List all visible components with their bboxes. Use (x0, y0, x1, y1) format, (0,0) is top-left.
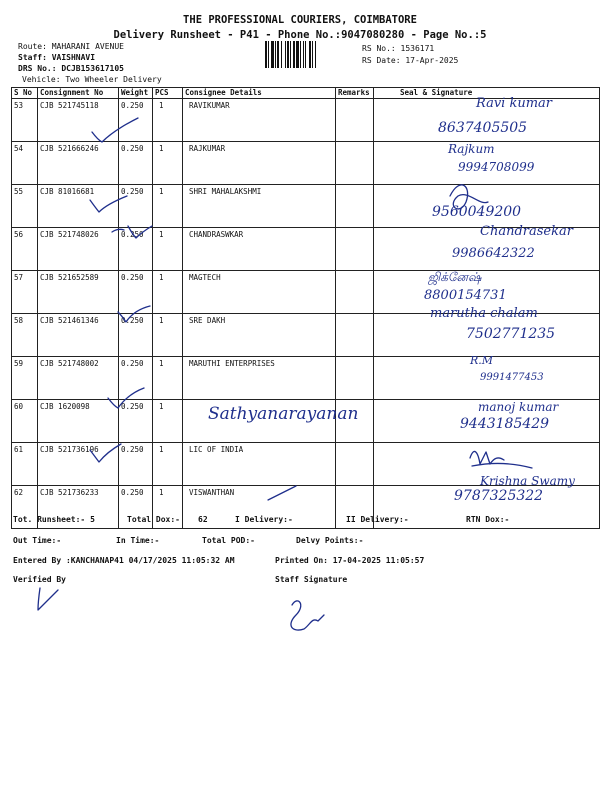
col-pcs: PCS (153, 88, 183, 99)
handwritten-phone: 9991477453 (480, 372, 544, 383)
cell-consignee: LIC OF INDIA (183, 443, 336, 486)
in-time-label: In Time:- (116, 536, 160, 545)
ii-delivery-label: II Delivery:- (346, 515, 409, 524)
cell-consignee: MAGTECH (183, 271, 336, 314)
cell-sno: 57 (12, 271, 38, 314)
route-label: Route: MAHARANI AVENUE (18, 42, 124, 51)
drs-number: DRS No.: DCJB153617105 (18, 64, 124, 73)
handwritten-phone: 9986642322 (452, 246, 535, 261)
company-title: THE PROFESSIONAL COURIERS, COIMBATORE (183, 14, 417, 26)
staff-label: Staff: VAISHNAVI (18, 53, 96, 62)
cell-sno: 59 (12, 357, 38, 400)
handwritten-phone: 9443185429 (460, 416, 550, 432)
cell-consignment: CJB 81016681 (38, 185, 119, 228)
cell-sno: 62 (12, 486, 38, 529)
rs-date: RS Date: 17-Apr-2025 (362, 56, 459, 65)
cell-consignee: CHANDRASWKAR (183, 228, 336, 271)
i-delivery-label: I Delivery:- (235, 515, 293, 524)
cell-weight: 0.250 (119, 314, 153, 357)
cell-consignment: CJB 1620098 (38, 400, 119, 443)
handwritten-signature: Rajkum (448, 142, 495, 156)
cell-pcs: 1 (153, 400, 183, 443)
cell-sno: 55 (12, 185, 38, 228)
handwritten-phone: 8800154731 (424, 288, 507, 303)
runsheet-subtitle: Delivery Runsheet - P41 - Phone No.:9047080280 - Page No.:5 (113, 29, 487, 41)
tick-mark (92, 118, 138, 142)
signature-scribble (470, 451, 504, 464)
cell-weight: 0.250 (119, 443, 153, 486)
handwritten-phone: 9994708099 (458, 160, 535, 174)
entered-by: Entered By :KANCHANAP41 04/17/2025 11:05:32 AM (13, 556, 235, 565)
verified-by-label: Verified By (13, 575, 66, 584)
cell-consignment: CJB 521736233 (38, 486, 119, 529)
cell-sno: 54 (12, 142, 38, 185)
handwritten-signature: ஜிக்னேஷ் (428, 270, 482, 284)
handwritten-phone: 9560049200 (432, 204, 522, 220)
cell-consignee: MARUTHI ENTERPRISES (183, 357, 336, 400)
rs-number: RS No.: 1536171 (362, 44, 435, 53)
cell-pcs: 1 (153, 486, 183, 529)
tick-mark (90, 196, 127, 212)
cell-weight: 0.250 (119, 142, 153, 185)
cell-weight: 0.250 (119, 99, 153, 142)
rtn-dox-label: RTN Dox:- (466, 515, 510, 524)
signature-scribble (38, 588, 58, 610)
cell-weight: 0.250 (119, 357, 153, 400)
cell-pcs: 1 (153, 314, 183, 357)
cell-consignment: CJB 521748002 (38, 357, 119, 400)
total-pod-label: Total POD:- (202, 536, 255, 545)
cell-sno: 56 (12, 228, 38, 271)
cell-sno: 58 (12, 314, 38, 357)
col-weight: Weight (119, 88, 153, 99)
cell-sno: 60 (12, 400, 38, 443)
tick-mark (268, 486, 296, 500)
cell-pcs: 1 (153, 443, 183, 486)
staff-signature-label: Staff Signature (275, 575, 348, 584)
cell-pcs: 1 (153, 99, 183, 142)
cell-consignee: SHRI MAHALAKSHMI (183, 185, 336, 228)
cell-consignment: CJB 521666246 (38, 142, 119, 185)
handwritten-phone: 8637405505 (438, 120, 528, 136)
cell-pcs: 1 (153, 228, 183, 271)
tick-mark (128, 226, 152, 238)
cell-weight: 0.250 (119, 185, 153, 228)
cell-consignee: SRE DAKH (183, 314, 336, 357)
total-dox-value: 62 (198, 515, 208, 524)
cell-pcs: 1 (153, 271, 183, 314)
cell-pcs: 1 (153, 185, 183, 228)
cell-pcs: 1 (153, 357, 183, 400)
cell-weight: 0.250 (119, 271, 153, 314)
cell-consignee: RAVIKUMAR (183, 99, 336, 142)
handwritten-signature: Krishna Swamy (480, 474, 575, 488)
tick-mark (118, 306, 150, 322)
cell-weight: 0.250 (119, 486, 153, 529)
cell-pcs: 1 (153, 142, 183, 185)
total-runsheet: Tot. Runsheet:- 5 (13, 515, 95, 524)
handwritten-phone: 7502771235 (466, 326, 556, 342)
printed-on: Printed On: 17-04-2025 11:05:57 (275, 556, 425, 565)
handwritten-signature: Sathyanarayanan (208, 404, 359, 424)
col-sno: S No (12, 88, 38, 99)
signature-scribble (472, 463, 532, 468)
cell-weight: 0.250 (119, 400, 153, 443)
handwritten-signature: Ravi kumar (476, 96, 553, 111)
cell-consignee: RAJKUMAR (183, 142, 336, 185)
signature-scribble (291, 601, 324, 630)
tick-mark (90, 444, 121, 462)
cell-consignment: CJB 521736196 (38, 443, 119, 486)
tick-mark (112, 229, 124, 232)
col-remarks: Remarks (336, 88, 374, 99)
total-dox-label: Total Dox:- (127, 515, 180, 524)
cell-consignment: CJB 521652589 (38, 271, 119, 314)
handwritten-phone: 9787325322 (454, 488, 544, 504)
col-consignee: Consignee Details (183, 88, 336, 99)
delvy-points-label: Delvy Points:- (296, 536, 364, 545)
cell-weight: 0.250 (119, 228, 153, 271)
handwritten-signature: R.M (470, 354, 494, 367)
col-seal-signature: Seal & Signature (374, 88, 600, 99)
cell-consignment: CJB 521748026 (38, 228, 119, 271)
handwritten-signature: Chandrasekar (480, 224, 573, 239)
cell-sno: 61 (12, 443, 38, 486)
handwritten-signature: manoj kumar (478, 400, 559, 414)
handwritten-signature: marutha chalam (430, 306, 538, 321)
cell-sno: 53 (12, 99, 38, 142)
cell-consignment: CJB 521745118 (38, 99, 119, 142)
tick-mark (108, 388, 144, 408)
cell-consignment: CJB 521461346 (38, 314, 119, 357)
vehicle-label: Vehicle: Two Wheeler Delivery (22, 75, 162, 84)
out-time-label: Out Time:- (13, 536, 62, 545)
cell-consignee: VISWANTHAN (183, 486, 336, 529)
col-consignment: Consignment No (38, 88, 119, 99)
